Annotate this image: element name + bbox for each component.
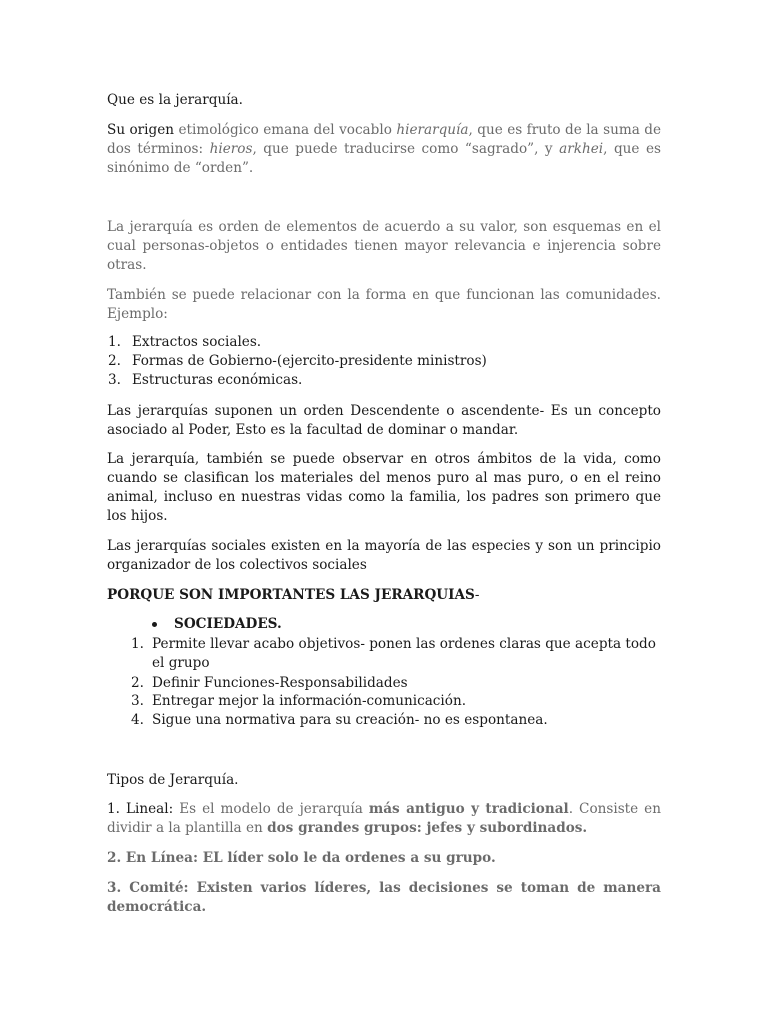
bullet-icon (152, 622, 157, 627)
origen-text-4: , que es sinónimo de “orden”. (107, 141, 661, 176)
ejemplo-item-1: Extractos sociales. (132, 334, 262, 350)
lineal-text-1: Es el modelo de jerarquía (173, 801, 369, 817)
paragraph-ambitos: La jerarquía, también se puede observar en otros ámbitos de la vida, como cuando se clasifican los materiales del menos puro al mas puro, o en el reino animal, incluso en nuestras vidas como la familia, los padres son primero que los hijos. (107, 451, 661, 524)
origen-arkhei: arkhei (559, 141, 604, 157)
importancia-item-2: Definir Funciones-Responsabilidades (152, 675, 408, 691)
paragraph-comunidades: También se puede relacionar con la forma en que funcionan las comunidades. Ejemplo: (107, 287, 661, 322)
lineal-bold-1: más antiguo y tradicional (368, 801, 569, 817)
origen-hierarquia: hierarquía (396, 122, 469, 138)
lineal-label: Lineal: (125, 801, 174, 817)
heading-porque (107, 586, 661, 605)
comite-text: 3. Comité: Existen varios líderes, las decisiones se toman de manera democrática. (107, 880, 661, 915)
lineal-num: 1. (107, 801, 120, 817)
importancia-item-1: Permite llevar acabo objetivos- ponen las ordenes claras que acepta todo el grupo (152, 636, 656, 671)
ejemplo-item-2: Formas de Gobierno-(ejercito-presidente ministros) (132, 353, 487, 369)
importancia-num-3: 3. (131, 693, 144, 709)
importancia-item-4: Sigue una normativa para su creación- no es espontanea. (152, 712, 548, 728)
paragraph-comite (107, 879, 661, 917)
porque-heading-dash: - (474, 587, 480, 603)
importancia-num-4: 4. (131, 712, 144, 728)
origen-text-3: , que puede traducirse como “sagrado”, y (252, 141, 560, 157)
ejemplo-num-3: 3. (108, 372, 121, 388)
paragraph-definicion: La jerarquía es orden de elementos de acuerdo a su valor, son esquemas en el cual personas-objetos o entidades tienen mayor relevancia e injerencia sobre otras. (107, 219, 661, 273)
origen-text-2: , que es fruto de la suma de dos términos: (107, 122, 661, 157)
origen-term: Su origen (107, 122, 175, 138)
importancia-num-2: 2. (131, 675, 144, 691)
en-linea-text: 2. En Línea: EL líder solo le da ordenes a su grupo. (107, 850, 496, 866)
origen-hieros: hieros (209, 141, 253, 157)
ejemplo-item-3: Estructuras económicas. (132, 372, 303, 388)
ejemplo-num-1: 1. (108, 334, 121, 350)
paragraph-lineal (107, 800, 661, 838)
paragraph-orden: Las jerarquías suponen un orden Descendente o ascendente- Es un concepto asociado al Poder, Esto es la facultad de dominar o mandar. (107, 403, 661, 438)
bullet-sociedades: SOCIEDADES. (174, 616, 282, 632)
heading-tipos: Tipos de Jerarquía. (107, 772, 239, 788)
lineal-bold-2: dos grandes grupos: jefes y subordinados. (267, 820, 588, 836)
ejemplo-num-2: 2. (108, 353, 121, 369)
importancia-item-3: Entregar mejor la información-comunicación. (152, 693, 467, 709)
importancia-num-1: 1. (131, 636, 144, 652)
paragraph-origen (107, 121, 661, 178)
heading-que-es: Que es la jerarquía. (107, 92, 243, 108)
paragraph-especies: Las jerarquías sociales existen en la mayoría de las especies y son un principio organizador de los colectivos sociales (107, 538, 661, 573)
origen-text-1: etimológico emana del vocablo (174, 122, 397, 138)
porque-heading-text: PORQUE SON IMPORTANTES LAS JERARQUIAS (107, 587, 475, 603)
lineal-text-2: . Consiste en dividir a la plantilla en (107, 801, 661, 836)
paragraph-en-linea (107, 849, 661, 868)
